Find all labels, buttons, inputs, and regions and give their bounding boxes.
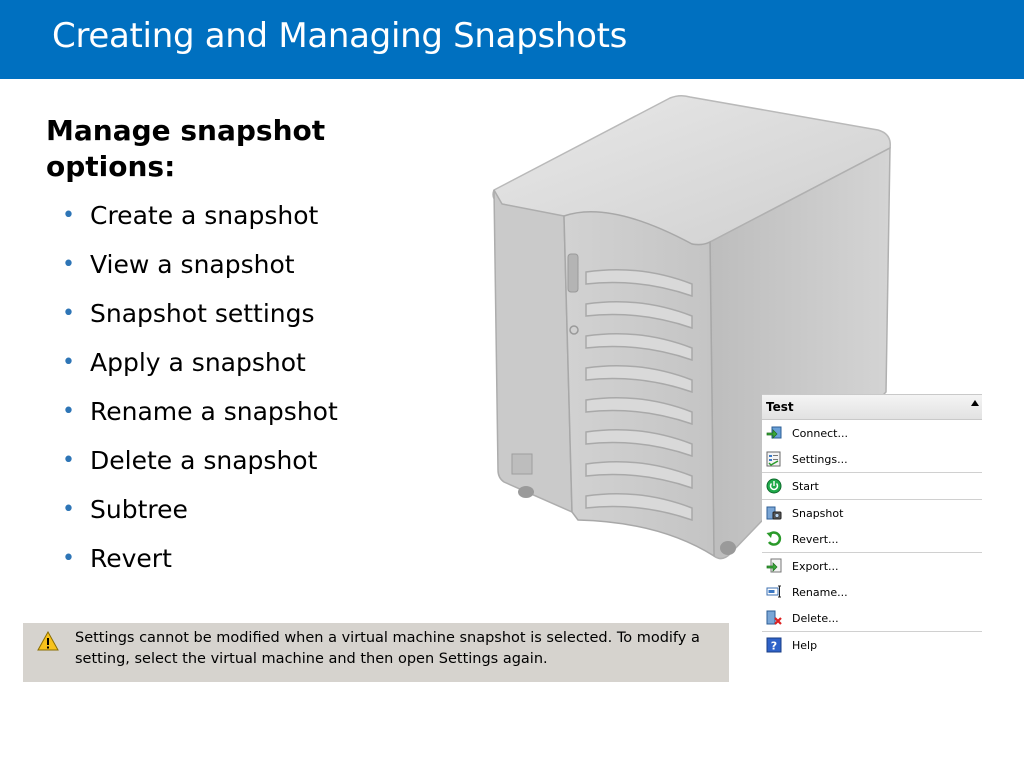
action-label: Revert... — [792, 532, 839, 546]
snapshot-icon — [766, 505, 782, 521]
export-icon — [766, 558, 782, 574]
actions-panel — [762, 394, 982, 656]
bullet-item — [62, 247, 338, 296]
bullet-text: Revert — [90, 544, 172, 573]
bullet-text: Create a snapshot — [90, 201, 319, 230]
bullet-text: Subtree — [90, 495, 188, 524]
bullet-dot-icon: • — [62, 350, 75, 375]
actions-list — [762, 420, 982, 658]
warning-triangle-icon — [37, 631, 59, 651]
bullet-dot-icon: • — [62, 546, 75, 571]
rename-icon — [766, 584, 782, 600]
actions-panel-header[interactable] — [762, 394, 982, 420]
action-help[interactable] — [762, 631, 982, 658]
bullet-dot-icon: • — [62, 252, 75, 277]
action-label: Snapshot — [792, 506, 844, 520]
collapse-arrow-icon[interactable] — [971, 400, 979, 406]
bullet-item — [62, 345, 338, 394]
start-icon — [766, 478, 782, 494]
action-label: Help — [792, 638, 818, 652]
action-label: Connect... — [792, 426, 848, 440]
bullet-dot-icon: • — [62, 203, 75, 228]
bullet-dot-icon: • — [62, 301, 75, 326]
action-label: Start — [792, 479, 819, 493]
revert-icon — [766, 531, 782, 547]
svg-text:?: ? — [770, 639, 778, 653]
title-bar — [0, 0, 1024, 79]
bullet-dot-icon: • — [62, 448, 75, 473]
actions-panel-title: Test — [766, 400, 794, 414]
bullet-text: Apply a snapshot — [90, 348, 306, 377]
warning-message: Settings cannot be modified when a virtual machine snapshot is selected. To modify a setting, select the virtual machine and then open Settings again. — [75, 630, 700, 667]
bullet-item — [62, 394, 338, 443]
action-revert[interactable] — [762, 526, 982, 552]
warning-bar — [23, 623, 729, 682]
bullet-item — [62, 296, 338, 345]
action-export[interactable] — [762, 552, 982, 579]
action-snapshot[interactable] — [762, 499, 982, 526]
delete-icon — [766, 610, 782, 626]
action-label: Settings... — [792, 452, 848, 466]
bullet-item — [62, 198, 338, 247]
bullet-text: Delete a snapshot — [90, 446, 318, 475]
action-connect[interactable] — [762, 420, 982, 446]
bullet-dot-icon: • — [62, 497, 75, 522]
action-start[interactable] — [762, 472, 982, 499]
action-rename[interactable] — [762, 579, 982, 605]
slide-title: Creating and Managing Snapshots — [52, 16, 628, 56]
bullet-text: Snapshot settings — [90, 299, 315, 328]
settings-icon — [766, 451, 782, 467]
bullet-item — [62, 541, 338, 590]
connect-icon — [766, 425, 782, 441]
bullet-list — [62, 198, 338, 590]
action-delete[interactable] — [762, 605, 982, 631]
help-icon — [766, 637, 782, 653]
action-label: Export... — [792, 559, 839, 573]
bullet-item — [62, 443, 338, 492]
bullet-dot-icon: • — [62, 399, 75, 424]
bullet-text: Rename a snapshot — [90, 397, 338, 426]
action-label: Delete... — [792, 611, 839, 625]
bullet-text: View a snapshot — [90, 250, 295, 279]
action-settings[interactable] — [762, 446, 982, 472]
section-heading: Manage snapshot options: — [46, 114, 326, 183]
bullet-item — [62, 492, 338, 541]
action-label: Rename... — [792, 585, 848, 599]
